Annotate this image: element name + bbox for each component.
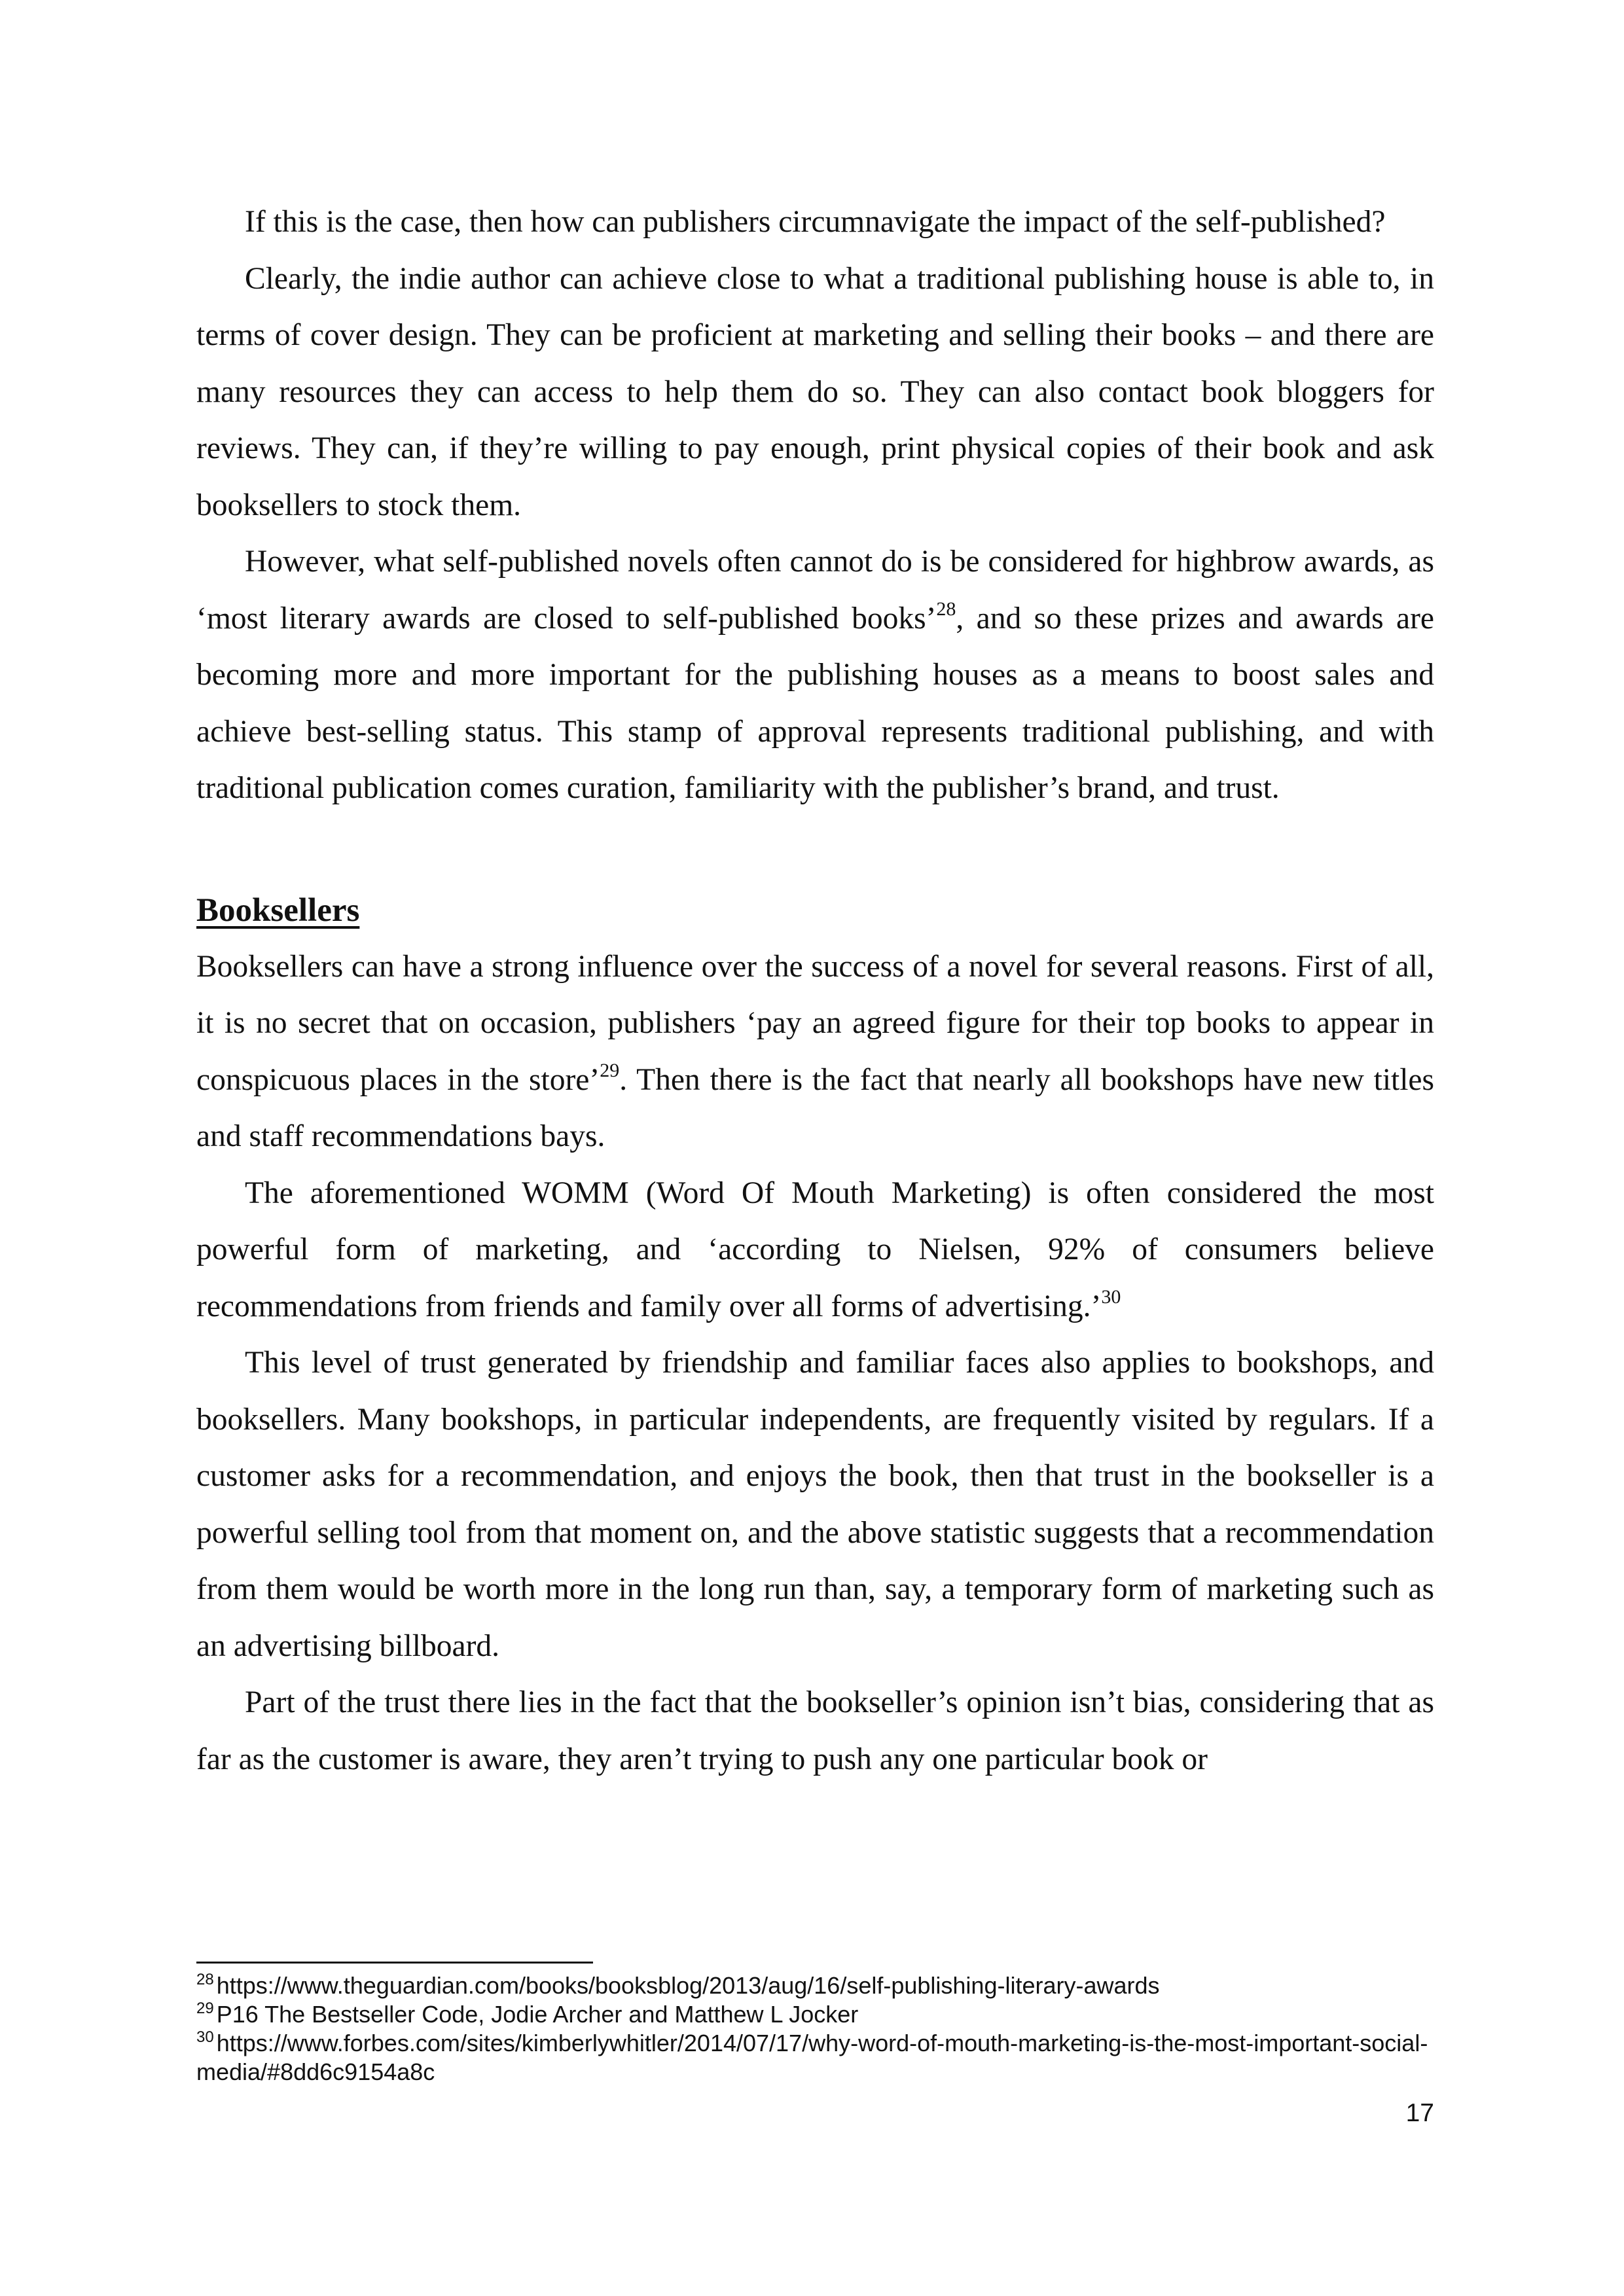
footnote-text: P16 The Bestseller Code, Jodie Archer and Matthew L Jocker: [216, 2001, 859, 2028]
paragraph-booksellers-influence: [196, 939, 1434, 1165]
paragraph-highbrow-awards: [196, 533, 1434, 817]
paragraph-booksellers-influence-text: Booksellers can have a strong influence over the success of a novel for several reasons. First of all, it is no secret that on occasion, publishers ‘pay an agreed figure for their top books to appear in conspicuous places in the store’: [196, 949, 1434, 1097]
paragraph-booksellers-influence-text-cont: . Then there is the fact that nearly all bookshops have new titles and staff recommendations bays.: [196, 1062, 1435, 1153]
paragraph-highbrow-awards-text-cont: , and so these prizes and awards are becoming more and more important for the publishing houses as a means to boost sales and achieve best-selling status. This stamp of approval represents traditional publishing, and with traditional publication comes curation, familiarity with the publisher’s brand, and trust.: [196, 601, 1434, 805]
footnote-number: 29: [196, 2000, 214, 2017]
page-number: 17: [1405, 2099, 1434, 2127]
paragraph-highbrow-awards-text: However, what self-published novels often cannot do is be considered for highbrow awards, as ‘most literary awards are closed to self-published books’: [196, 545, 1434, 636]
footnote-ref-28[interactable]: 28: [936, 598, 956, 620]
footnote-number: 28: [196, 1971, 214, 1988]
footnote-separator: [196, 1962, 593, 1964]
paragraph-indie-author: Clearly, the indie author can achieve close to what a traditional publishing house is able to, in terms of cover design. They can be proficient at marketing and selling their books – and there are many resources they can access to help them do so. They can also contact book bloggers for reviews. They can, if they’re willing to pay enough, print physical copies of their book and ask booksellers to stock them.: [196, 261, 1434, 522]
footnote-28: [196, 1971, 1434, 2000]
footnote-link[interactable]: https://www.theguardian.com/books/booksblog/2013/aug/16/self-publishing-literary-awards: [216, 1972, 1160, 1999]
paragraph-self-published-question: If this is the case, then how can publishers circumnavigate the impact of the self-published?: [245, 205, 1386, 239]
paragraph-womm-text: The aforementioned WOMM (Word Of Mouth Marketing) is often considered the most powerful form of marketing, and ‘according to Nielsen, 92% of consumers believe recommendations from friends and family over all forms of advertising.’: [196, 1175, 1434, 1323]
footnote-number: 30: [196, 2028, 214, 2046]
document-body: [196, 194, 1434, 1787]
footnote-link[interactable]: https://www.forbes.com/sites/kimberlywhitler/2014/07/17/why-word-of-mouth-marketing-is-the-most-important-social-media/#8dd6c9154a8c: [196, 2030, 1428, 2085]
footnote-ref-29[interactable]: 29: [600, 1059, 620, 1081]
paragraph-bookseller-opinion: Part of the trust there lies in the fact that the bookseller’s opinion isn’t bias, considering that as far as the customer is aware, they aren’t trying to push any one particular book or: [196, 1685, 1434, 1776]
paragraph-trust-bookshops: This level of trust generated by friendship and familiar faces also applies to bookshops, and booksellers. Many bookshops, in particular independents, are frequently visited by regulars. If a customer asks for a recommendation, and enjoys the book, then that trust in the bookseller is a powerful selling tool from that moment on, and the above statistic suggests that a recommendation from them would be worth more in the long run than, say, a temporary form of marketing such as an advertising billboard.: [196, 1346, 1434, 1663]
footnote-29: [196, 2000, 1434, 2029]
section-heading-booksellers: Booksellers: [196, 891, 360, 929]
footnotes: [196, 1971, 1434, 2087]
paragraph-womm: [196, 1165, 1434, 1335]
footnote-30: [196, 2029, 1434, 2087]
footnote-ref-30[interactable]: 30: [1101, 1285, 1121, 1308]
